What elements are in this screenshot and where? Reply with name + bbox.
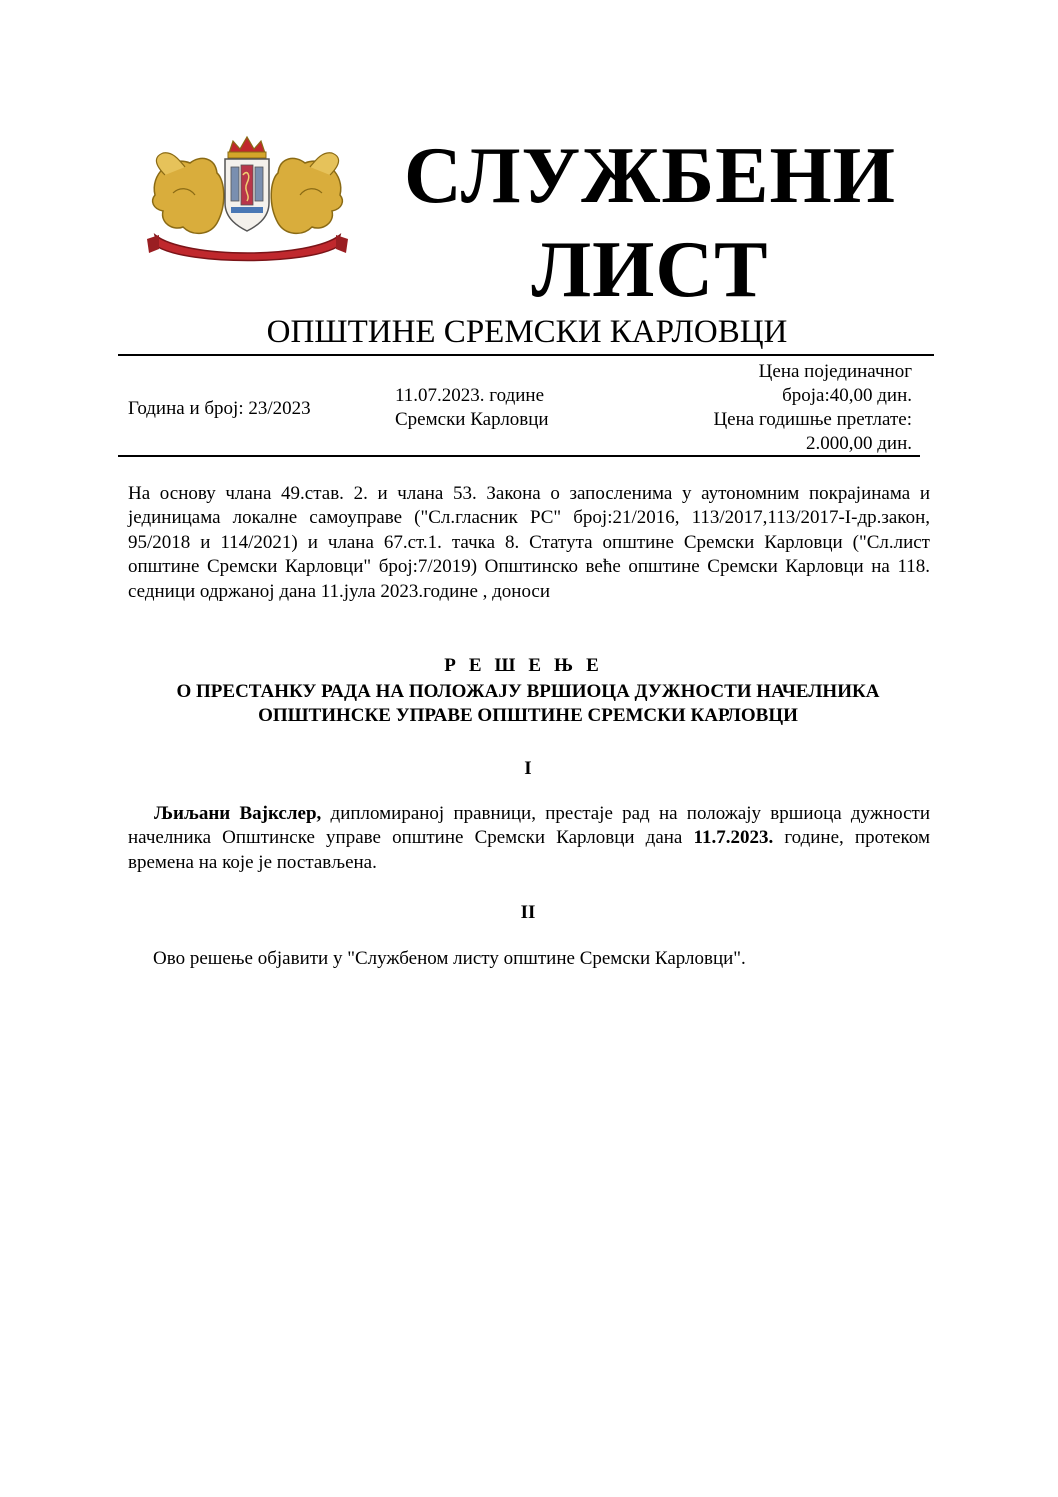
issue-date: 11.07.2023. године — [395, 385, 545, 406]
header-divider-top — [118, 354, 934, 356]
section-2-number: II — [520, 902, 536, 923]
price-annual-line1: Цена годишње претлате: — [713, 409, 912, 430]
section-2-paragraph: Ово решење објавити у "Службеном листу општине Сремски Карловци". — [153, 948, 746, 969]
header-divider-bottom — [118, 455, 920, 457]
section-1-paragraph — [128, 802, 930, 875]
issue-prices — [713, 360, 912, 456]
preamble-paragraph: На основу члана 49.став. 2. и члана 53. Закона о запосленима у аутономним покрајинама и јединицама локалне самоуправе ("Сл.гласник РС" број:21/2016, 113/2017,113/2017-I-др.закон, 95/2018 и 114/2021) и члана 67.ст.1. тачка 8. Статута општине Сремски Карловци ("Сл.лист општине Сремски Карловци" број:7/2019) Општинско веће општине Сремски Карловци на 118. седници одржаној дана 11.јула 2023.године , доноси — [128, 483, 930, 602]
masthead-title-line2: ЛИСТ — [531, 226, 769, 314]
price-single-line1: Цена појединачног — [758, 361, 912, 382]
price-annual-line2: 2.000,00 дин. — [805, 433, 912, 454]
masthead-title-line1: СЛУЖБЕНИ — [404, 132, 896, 220]
issue-number: Година и број: 23/2023 — [128, 398, 311, 419]
section-1-text-a: дипломираној правници, престаје рад на положају вршиоца дужности начелника Општинске управе општине Сремски Карловци дана — [128, 803, 930, 849]
person-name: Љиљани Вајкслер, — [154, 803, 322, 824]
section-1-number: I — [524, 758, 532, 779]
decision-title-line1: О ПРЕСТАНКУ РАДА НА ПОЛОЖАЈУ ВРШИОЦА ДУЖНОСТИ НАЧЕЛНИКА — [176, 681, 880, 702]
coat-of-arms-icon — [145, 135, 350, 265]
decision-title-line2: ОПШТИНСКЕ УПРАВЕ ОПШТИНЕ СРЕМСКИ КАРЛОВЦИ — [258, 705, 798, 726]
section-1-text-b: године, протеком времена на које је постављена. — [128, 827, 930, 873]
issue-place: Сремски Карловци — [395, 409, 549, 430]
termination-date: 11.7.2023. — [693, 827, 774, 849]
price-single-line2: броја:40,00 дин. — [782, 385, 912, 406]
decision-title — [118, 680, 938, 728]
decision-label: РЕШЕЊЕ — [444, 655, 612, 676]
issue-date-place — [395, 384, 549, 432]
masthead-subtitle: ОПШТИНЕ СРЕМСКИ КАРЛОВЦИ — [266, 314, 788, 350]
